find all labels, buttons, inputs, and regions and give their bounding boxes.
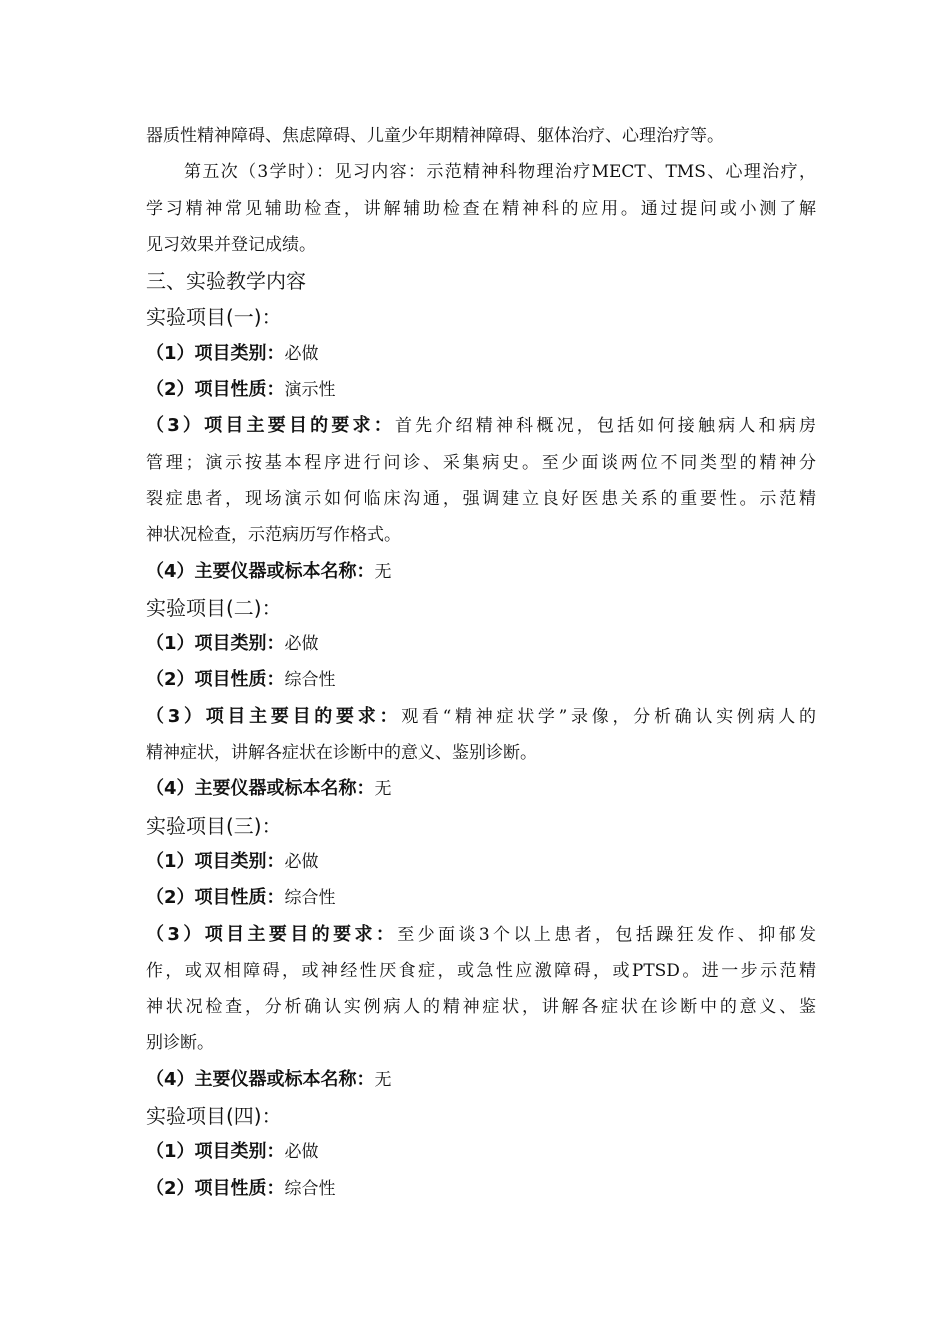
project-nature [146, 662, 816, 698]
document-body [146, 118, 816, 1207]
field-value: 必做 [284, 1142, 319, 1163]
field-label: （2）项目性质： [146, 379, 285, 401]
requirements-line: 作，或双相障碍，或神经性厌食症，或急性应激障碍，或PTSD。进一步示范精 [146, 960, 816, 981]
field-value: 无 [374, 1069, 392, 1090]
field-label: （1）项目类别： [146, 633, 285, 655]
project-nature [146, 372, 816, 408]
project-nature [146, 1171, 816, 1207]
project-requirements [146, 699, 816, 735]
requirements-line: 精神症状，讲解各症状在诊断中的意义、鉴别诊断。 [146, 743, 537, 764]
field-value: 必做 [284, 343, 319, 364]
project-category [146, 626, 816, 662]
field-value: 综合性 [284, 670, 336, 691]
project-category [146, 336, 816, 372]
project-title: 实验项目(四)： [146, 1104, 282, 1129]
field-value: 必做 [284, 634, 319, 655]
project-instruments [146, 771, 816, 807]
requirements-line: 神状况检查，分析确认实例病人的精神症状，讲解各症状在诊断中的意义、鉴 [146, 997, 816, 1018]
field-label: （4）主要仪器或标本名称： [146, 778, 375, 800]
field-value: 必做 [284, 851, 319, 872]
field-label: （2）项目性质： [146, 669, 285, 691]
field-value: 综合性 [284, 1178, 336, 1199]
project-nature [146, 880, 816, 916]
project-category [146, 1134, 816, 1170]
field-label: （1）项目类别： [146, 342, 285, 364]
project-instruments [146, 554, 816, 590]
project-title: 实验项目(三)： [146, 813, 282, 838]
intro-line: 见习效果并登记成绩。 [146, 234, 316, 255]
field-label: （1）项目类别： [146, 1141, 285, 1163]
project-title: 实验项目(一)： [146, 305, 282, 330]
field-value: 无 [374, 561, 392, 582]
project-category [146, 844, 816, 880]
field-value: 综合性 [284, 888, 336, 909]
field-value: 无 [374, 779, 392, 800]
intro-line: 学习精神常见辅助检查，讲解辅助检查在精神科的应用。通过提问或小测了解 [146, 198, 816, 219]
project-requirements [146, 408, 816, 444]
project-requirements [146, 917, 816, 953]
section-heading: 三、实验教学内容 [146, 269, 306, 294]
field-label: （4）主要仪器或标本名称： [146, 560, 375, 582]
project-instruments [146, 1062, 816, 1098]
requirements-line: 神状况检查，示范病历写作格式。 [146, 525, 401, 546]
field-label: （2）项目性质： [146, 887, 285, 909]
field-label: （1）项目类别： [146, 850, 285, 872]
intro-line: 第五次（3学时）：见习内容：示范精神科物理治疗MECT、TMS、心理治疗， [184, 162, 816, 183]
field-value: 至少面谈3个以上患者，包括躁狂发作、抑郁发 [397, 924, 816, 945]
requirements-line: 管理；演示按基本程序进行问诊、采集病史。至少面谈两位不同类型的精神分 [146, 452, 816, 473]
field-value: 首先介绍精神科概况，包括如何接触病人和病房 [394, 416, 816, 437]
field-label: （2）项目性质： [146, 1177, 285, 1199]
field-label: （3）项目主要目的要求： [146, 705, 402, 727]
field-value: 观看“精神症状学”录像，分析确认实例病人的 [401, 706, 816, 727]
field-label: （4）主要仪器或标本名称： [146, 1068, 375, 1090]
field-value: 演示性 [284, 380, 336, 401]
requirements-line: 裂症患者，现场演示如何临床沟通，强调建立良好医患关系的重要性。示范精 [146, 488, 816, 509]
requirements-line: 别诊断。 [146, 1033, 214, 1054]
project-title: 实验项目(二)： [146, 595, 282, 620]
field-label: （3）项目主要目的要求： [146, 923, 398, 945]
field-label: （3）项目主要目的要求： [146, 415, 395, 437]
intro-line: 器质性精神障碍、焦虑障碍、儿童少年期精神障碍、躯体治疗、心理治疗等。 [146, 126, 724, 146]
